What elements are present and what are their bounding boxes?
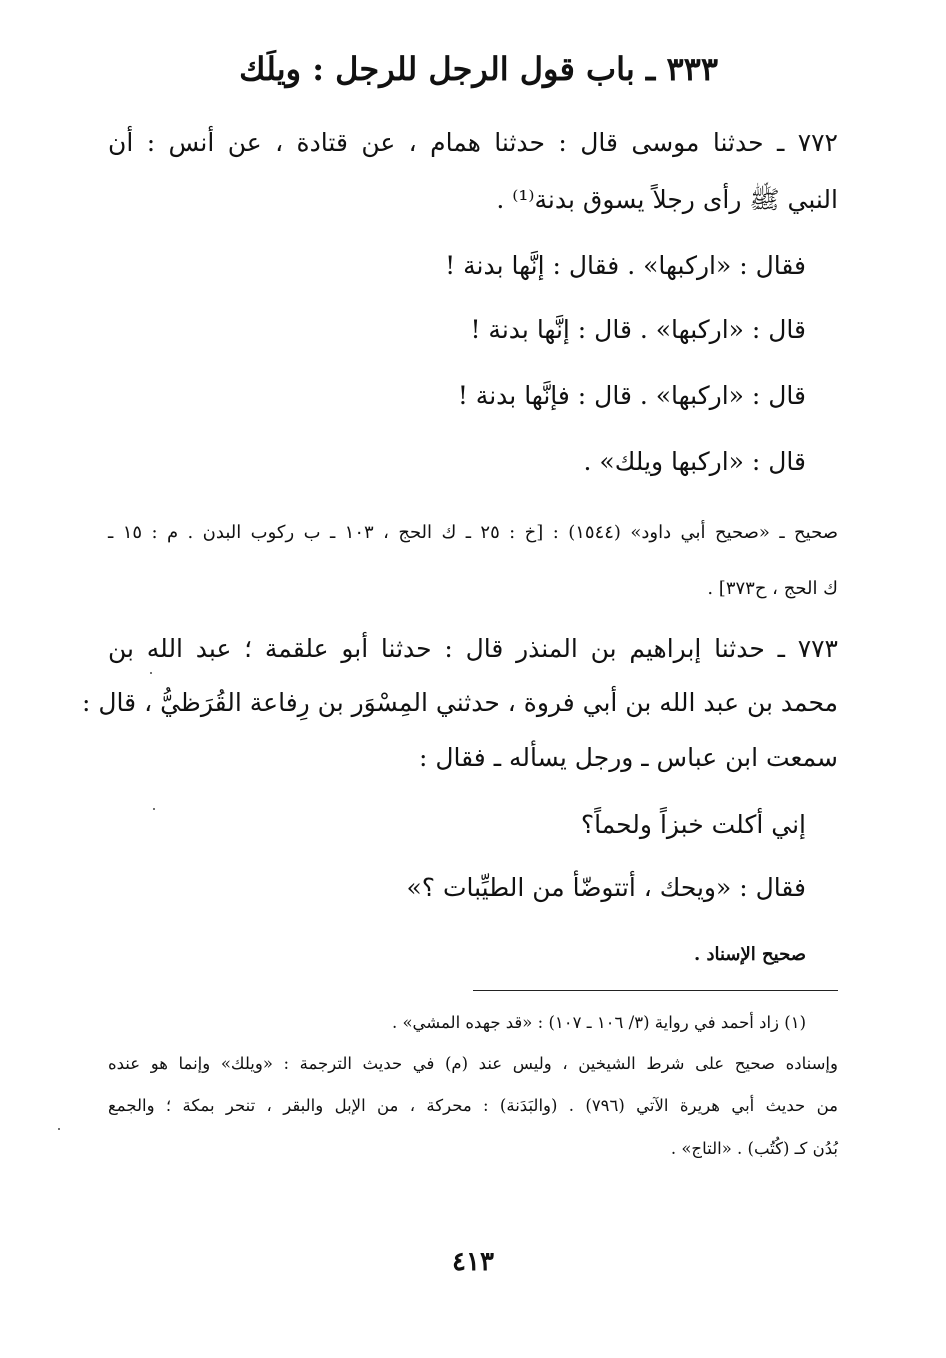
- hadith-773-line-3: سمعت ابن عباس ـ ورجل يسأله ـ فقال :: [419, 743, 838, 772]
- hadith-772-line-1: ٧٧٢ ـ حدثنا موسى قال : حدثنا همام ، عن قتادة ، عن أنس : أن: [108, 128, 838, 157]
- hadith-772-grading-line-1: صحيح ـ «صحيح أبي داود» (١٥٤٤) : [خ : ٢٥ ـ ك الحج ، ١٠٣ ـ ب ركوب البدن . م : ١٥ ـ: [108, 522, 838, 543]
- page-number: ٤١٣: [452, 1247, 494, 1277]
- footnote-line-4: بُدُن كـ (كُتُب) . «التاج» .: [670, 1139, 838, 1158]
- footnote-separator: [473, 990, 838, 991]
- hadith-773-line-1: ٧٧٣ ـ حدثنا إبراهيم بن المنذر قال : حدثنا أبو علقمة ؛ عبد الله بن: [108, 634, 838, 663]
- hadith-772-dialogue-4: قال : «اركبها ويلك» .: [583, 447, 806, 476]
- hadith-772-line-2: النبي ﷺ رأى رجلاً يسوق بدنة⁽¹⁾ .: [496, 185, 838, 214]
- footnote-1: (١) زاد أحمد في رواية (٣/ ١٠٦ ـ ١٠٧) : «قد جهده المشي» .: [391, 1013, 806, 1032]
- hadith-773-dialogue-2: فقال : «ويحك ، أتتوضّأ من الطيِّبات ؟»: [406, 873, 806, 902]
- hadith-773-dialogue-1: إني أكلت خبزاً ولحماً؟: [580, 810, 806, 839]
- footnote-line-3: من حديث أبي هريرة الآتي (٧٩٦) . (والبَدَنة) : محركة ، من الإبل والبقر ، تنحر بمكة ؛ والجمع: [108, 1096, 838, 1115]
- hadith-772-dialogue-3: قال : «اركبها» . قال : فإنَّها بدنة !: [457, 381, 806, 410]
- hadith-773-line-2: محمد بن عبد الله بن أبي فروة ، حدثني المِسْوَر بن رِفاعة القُرَظيُّ ، قال :: [82, 688, 838, 717]
- hadith-772-grading-line-2: ك الحج ، ح٣٧٣] .: [707, 578, 838, 599]
- hadith-772-dialogue-2: قال : «اركبها» . قال : إنَّها بدنة !: [470, 315, 806, 344]
- hadith-772-dialogue-1: فقال : «اركبها» . فقال : إنَّها بدنة !: [445, 251, 806, 280]
- hadith-773-grading: صحيح الإسناد .: [693, 944, 806, 965]
- chapter-heading: ٣٣٣ ـ باب قول الرجل للرجل : ويلَك: [239, 50, 718, 88]
- footnote-line-2: وإسناده صحيح على شرط الشيخين ، وليس عند (م) في حديث الترجمة : «ويلك» وإنما هو عنده: [108, 1054, 838, 1073]
